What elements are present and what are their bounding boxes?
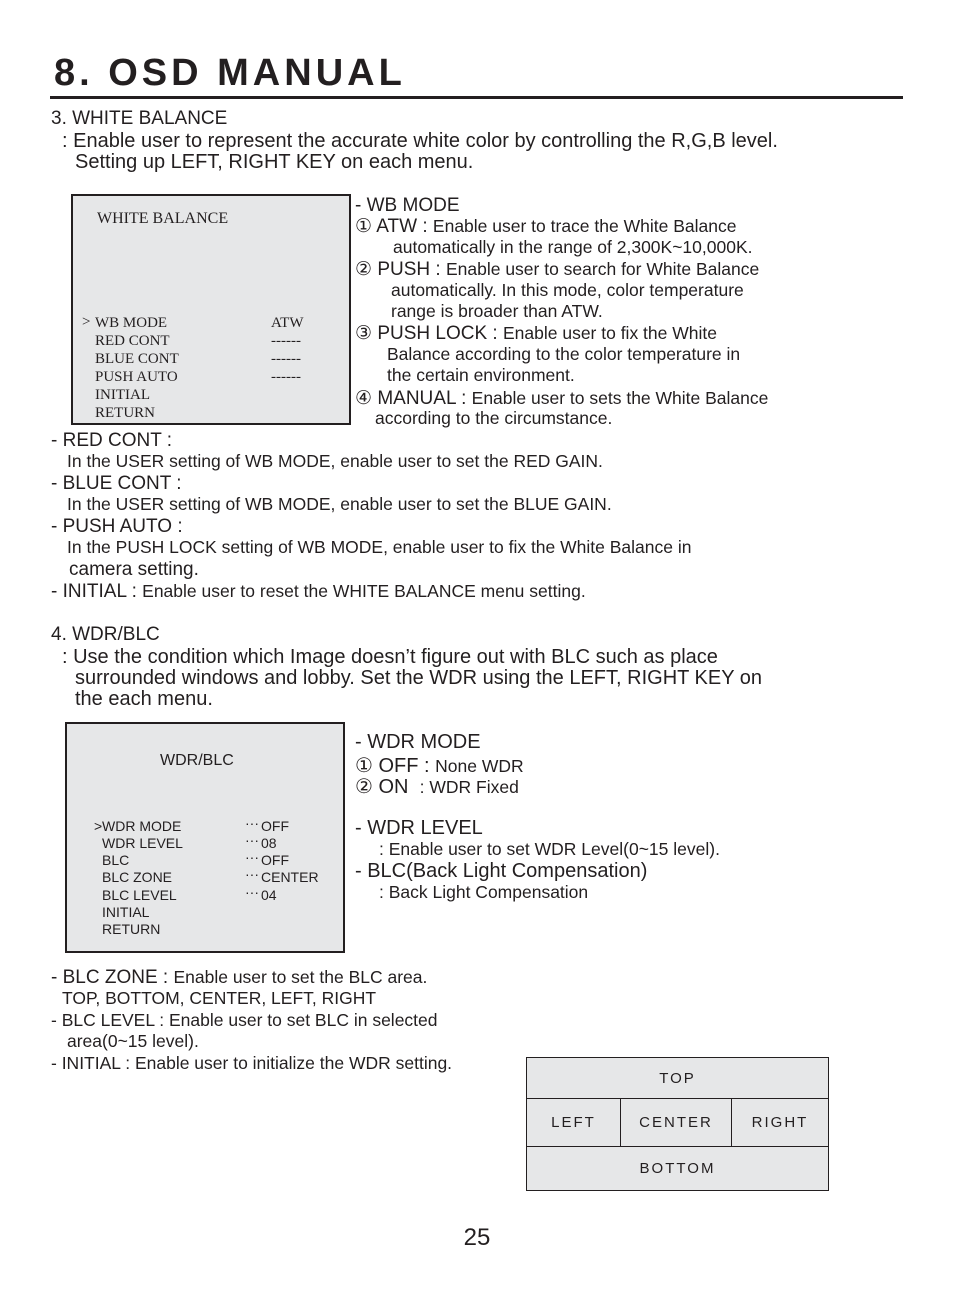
wb-lock-desc-1: Enable user to fix the White xyxy=(502,323,717,343)
wb-manual-line xyxy=(355,387,768,410)
wdr-osd-value-wdr-level: 08 xyxy=(261,835,277,851)
wb-lock-number: ③ xyxy=(355,322,373,344)
blc-zone-diagram xyxy=(526,1057,829,1191)
wdr-on-number: ② xyxy=(355,774,373,798)
page-number: 25 xyxy=(463,1224,491,1251)
wb-push-desc-2: automatically. In this mode, color temperature xyxy=(391,280,744,300)
wb-lock-desc-3: the certain environment. xyxy=(387,365,575,385)
wdr-osd-value-blc: OFF xyxy=(261,852,289,868)
wdr-on-line xyxy=(355,774,519,799)
wb-lock-label: PUSH LOCK : xyxy=(377,323,498,344)
wb-manual-number: ④ xyxy=(355,387,373,409)
wdr-blclevel-line-2: area(0~15 level). xyxy=(67,1031,199,1051)
wb-atw-desc-2: automatically in the range of 2,300K~10,000K. xyxy=(393,237,753,257)
wdr-zone-list: TOP, BOTTOM, CENTER, LEFT, RIGHT xyxy=(62,988,377,1008)
wdr-on-desc: : WDR Fixed xyxy=(419,777,519,797)
wdr-level-desc: : Enable user to set WDR Level(0~15 level). xyxy=(379,839,720,859)
wb-atw-line xyxy=(355,215,736,238)
wb-pushauto-desc-2: camera setting. xyxy=(69,559,199,580)
wb-heading: 3. WHITE BALANCE xyxy=(51,108,228,129)
wb-push-desc-3: range is broader than ATW. xyxy=(391,301,603,321)
wb-osd-value-red-cont: ------ xyxy=(271,333,301,349)
wdr-intro-line-1: : Use the condition which Image doesn’t figure out with BLC such as place xyxy=(62,646,718,668)
wb-osd-value-push-auto: ------ xyxy=(271,369,301,385)
wb-osd-title: WHITE BALANCE xyxy=(97,210,229,227)
wdr-off-desc: None WDR xyxy=(435,756,524,776)
wb-atw-desc-1: Enable user to trace the White Balance xyxy=(432,216,737,236)
wdr-osd-value-blc-zone: CENTER xyxy=(261,869,319,885)
wdr-osd-dots-1: ··· xyxy=(245,815,259,831)
wdr-osd-dots-4: ··· xyxy=(245,866,259,882)
wb-osd-item-return: RETURN xyxy=(95,405,155,421)
wb-lock-desc-2: Balance according to the color temperature in xyxy=(387,344,741,364)
wdr-heading: 4. WDR/BLC xyxy=(51,624,160,645)
wb-osd-item-push-auto: PUSH AUTO xyxy=(95,369,178,385)
wdr-osd-value-blc-level: 04 xyxy=(261,887,277,903)
wdr-zone-line xyxy=(51,967,427,989)
wb-initial-heading: - INITIAL : xyxy=(51,581,137,602)
wb-red-desc: In the USER setting of WB MODE, enable user to set the RED GAIN. xyxy=(67,451,603,471)
wb-red-heading: - RED CONT : xyxy=(51,430,173,451)
wb-osd-item-wb-mode: WB MODE xyxy=(95,315,168,331)
wdr-osd-screen xyxy=(65,722,345,953)
page-title: 8. OSD MANUAL xyxy=(54,52,406,94)
wb-mode-heading: - WB MODE xyxy=(355,195,460,216)
wdr-blc-desc: : Back Light Compensation xyxy=(379,882,589,902)
wdr-osd-item-blc-level: BLC LEVEL xyxy=(102,887,177,903)
wb-osd-item-initial: INITIAL xyxy=(95,387,150,403)
wdr-level-heading: - WDR LEVEL xyxy=(355,817,483,839)
zone-right: RIGHT xyxy=(732,1099,828,1147)
wb-initial-desc: Enable user to reset the WHITE BALANCE menu setting. xyxy=(142,581,586,601)
wdr-blclevel-line-1: - BLC LEVEL : Enable user to set BLC in selected xyxy=(51,1010,438,1030)
wdr-osd-dots-5: ··· xyxy=(245,884,259,900)
wdr-osd-title: WDR/BLC xyxy=(160,752,234,769)
wdr-intro-line-2: surrounded windows and lobby. Set the WDR using the LEFT, RIGHT KEY on xyxy=(75,667,763,689)
wdr-initial-line: - INITIAL : Enable user to initialize the WDR setting. xyxy=(51,1053,453,1073)
wb-push-line xyxy=(355,258,759,281)
wdr-osd-dots-2: ··· xyxy=(245,832,259,848)
wdr-blc-heading: - BLC(Back Light Compensation) xyxy=(355,860,648,882)
wdr-off-number: ① xyxy=(355,753,373,777)
wb-atw-label: ATW : xyxy=(376,216,428,237)
wb-osd-value-wb-mode: ATW xyxy=(271,315,304,331)
wdr-intro-line-3: the each menu. xyxy=(75,688,213,710)
wb-lock-line xyxy=(355,322,717,345)
wb-pushauto-desc-1: In the PUSH LOCK setting of WB MODE, enable user to fix the White Balance in xyxy=(67,537,692,557)
wb-push-number: ② xyxy=(355,258,373,280)
zone-top: TOP xyxy=(527,1058,828,1099)
wb-push-desc-1: Enable user to search for White Balance xyxy=(445,259,760,279)
wb-intro-line-2: Setting up LEFT, RIGHT KEY on each menu. xyxy=(75,151,474,173)
wdr-osd-item-blc-zone: BLC ZONE xyxy=(102,869,173,885)
wb-osd-value-blue-cont: ------ xyxy=(271,351,301,367)
wb-intro-line-1: : Enable user to represent the accurate white color by controlling the R,G,B level. xyxy=(62,130,778,152)
wb-osd-item-red-cont: RED CONT xyxy=(95,333,170,349)
wdr-osd-item-return: RETURN xyxy=(102,921,161,937)
zone-bottom: BOTTOM xyxy=(639,1160,716,1177)
wdr-osd-item-blc: BLC xyxy=(102,852,130,868)
wb-osd-item-blue-cont: BLUE CONT xyxy=(95,351,179,367)
wb-atw-number: ① xyxy=(355,215,373,237)
wdr-osd-value-wdr-mode: OFF xyxy=(261,818,289,834)
wb-push-label: PUSH : xyxy=(377,259,441,280)
wb-pushauto-heading: - PUSH AUTO : xyxy=(51,516,183,537)
wdr-osd-dots-3: ··· xyxy=(245,849,259,865)
zone-left: LEFT xyxy=(527,1099,621,1147)
title-rule xyxy=(50,96,903,99)
wdr-osd-item-wdr-level: WDR LEVEL xyxy=(102,835,183,851)
wdr-zone-heading: - BLC ZONE : xyxy=(51,967,169,988)
wdr-zone-desc: Enable user to set the BLC area. xyxy=(173,967,428,987)
wb-blue-desc: In the USER setting of WB MODE, enable user to set the BLUE GAIN. xyxy=(67,494,612,514)
wb-osd-screen xyxy=(71,194,351,425)
wb-manual-desc-1: Enable user to sets the White Balance xyxy=(471,388,769,408)
wdr-osd-item-wdr-mode: WDR MODE xyxy=(102,818,182,834)
wdr-osd-item-initial: INITIAL xyxy=(102,904,150,920)
wb-blue-heading: - BLUE CONT : xyxy=(51,473,182,494)
zone-center: CENTER xyxy=(621,1099,732,1147)
wb-initial-line xyxy=(51,581,586,603)
wb-osd-cursor: > xyxy=(82,314,91,330)
wdr-on-label: ON xyxy=(378,776,409,798)
wb-manual-label: MANUAL : xyxy=(377,388,467,409)
wdr-off-label: OFF : xyxy=(378,755,430,777)
wdr-mode-heading: - WDR MODE xyxy=(355,731,481,753)
wdr-osd-cursor: > xyxy=(94,818,103,834)
wb-manual-desc-2: according to the circumstance. xyxy=(375,408,613,428)
